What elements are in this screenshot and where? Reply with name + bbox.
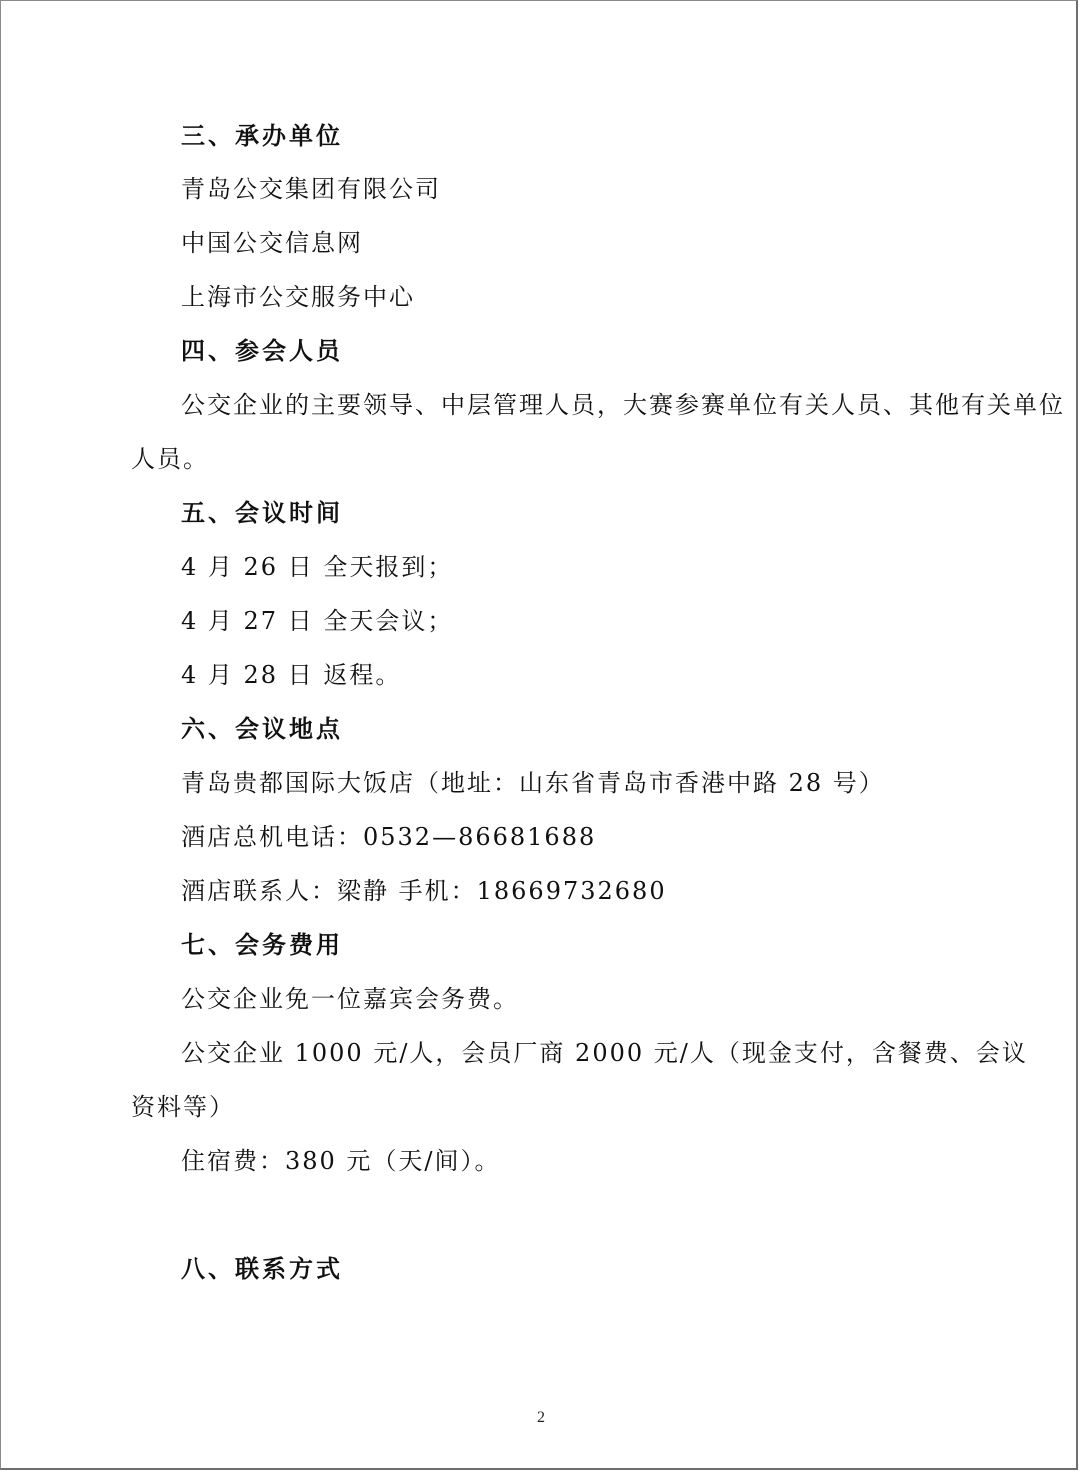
attendees-paragraph-line: 人员。 bbox=[131, 445, 209, 473]
organizer-line: 青岛公交集团有限公司 bbox=[181, 175, 441, 203]
page-number: 2 bbox=[537, 1409, 545, 1426]
venue-line: 酒店总机电话：0532—86681688 bbox=[181, 823, 597, 851]
venue-line: 青岛贵都国际大饭店（地址：山东省青岛市香港中路 28 号） bbox=[181, 769, 885, 797]
fee-paragraph-line: 公交企业 1000 元/人，会员厂商 2000 元/人（现金支付，含餐费、会议 bbox=[181, 1039, 1028, 1067]
section-heading-organizers: 三、承办单位 bbox=[181, 122, 343, 150]
attendees-paragraph-line: 公交企业的主要领导、中层管理人员，大赛参赛单位有关人员、其他有关单位 bbox=[181, 391, 1065, 419]
schedule-line: 4 月 26 日 全天报到； bbox=[181, 553, 454, 581]
section-heading-contact: 八、联系方式 bbox=[181, 1255, 343, 1283]
lodging-fee-line: 住宿费：380 元（天/间）。 bbox=[181, 1147, 501, 1175]
fee-line: 公交企业免一位嘉宾会务费。 bbox=[181, 985, 519, 1013]
schedule-line: 4 月 28 日 返程。 bbox=[181, 661, 402, 689]
fee-paragraph-line: 资料等） bbox=[131, 1093, 235, 1121]
organizer-line: 中国公交信息网 bbox=[181, 229, 363, 257]
section-heading-attendees: 四、参会人员 bbox=[181, 337, 343, 365]
organizer-line: 上海市公交服务中心 bbox=[181, 283, 415, 311]
venue-line: 酒店联系人：梁静 手机：18669732680 bbox=[181, 877, 667, 905]
section-heading-venue: 六、会议地点 bbox=[181, 715, 343, 743]
section-heading-fees: 七、会务费用 bbox=[181, 931, 343, 959]
section-heading-meeting-time: 五、会议时间 bbox=[181, 499, 343, 527]
schedule-line: 4 月 27 日 全天会议； bbox=[181, 607, 454, 635]
